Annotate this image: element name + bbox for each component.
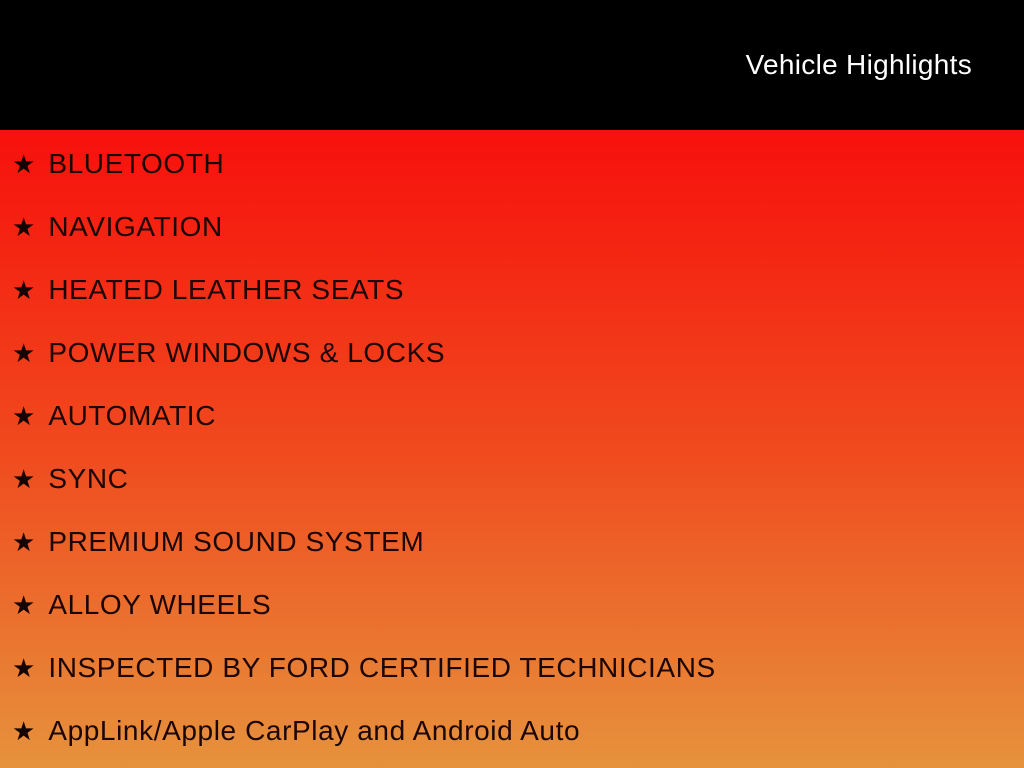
feature-label: AppLink/Apple CarPlay and Android Auto bbox=[48, 714, 581, 746]
feature-label: PREMIUM SOUND SYSTEM bbox=[48, 525, 425, 557]
star-icon: ★ bbox=[12, 526, 36, 557]
star-icon: ★ bbox=[12, 589, 36, 620]
star-icon: ★ bbox=[12, 148, 36, 179]
feature-label: SYNC bbox=[48, 462, 129, 494]
list-item bbox=[0, 636, 1024, 699]
header-bar bbox=[0, 0, 1024, 130]
star-icon: ★ bbox=[12, 715, 36, 746]
star-icon: ★ bbox=[12, 463, 36, 494]
list-item bbox=[0, 699, 1024, 762]
star-icon: ★ bbox=[12, 211, 36, 242]
feature-label: POWER WINDOWS & LOCKS bbox=[48, 336, 446, 368]
star-icon: ★ bbox=[12, 400, 36, 431]
feature-label: HEATED LEATHER SEATS bbox=[48, 273, 405, 305]
feature-list bbox=[0, 130, 1024, 768]
feature-label: INSPECTED BY FORD CERTIFIED TECHNICIANS bbox=[48, 651, 716, 683]
feature-label: AUTOMATIC bbox=[48, 399, 217, 431]
page-title: Vehicle Highlights bbox=[745, 49, 972, 80]
list-item bbox=[0, 195, 1024, 258]
star-icon: ★ bbox=[12, 652, 36, 683]
star-icon: ★ bbox=[12, 274, 36, 305]
list-item bbox=[0, 573, 1024, 636]
feature-label: NAVIGATION bbox=[48, 210, 223, 242]
list-item bbox=[0, 510, 1024, 573]
list-item bbox=[0, 384, 1024, 447]
list-item bbox=[0, 321, 1024, 384]
list-item bbox=[0, 132, 1024, 195]
list-item bbox=[0, 447, 1024, 510]
star-icon: ★ bbox=[12, 337, 36, 368]
list-item bbox=[0, 258, 1024, 321]
feature-label: BLUETOOTH bbox=[48, 147, 225, 179]
feature-label: ALLOY WHEELS bbox=[48, 588, 272, 620]
